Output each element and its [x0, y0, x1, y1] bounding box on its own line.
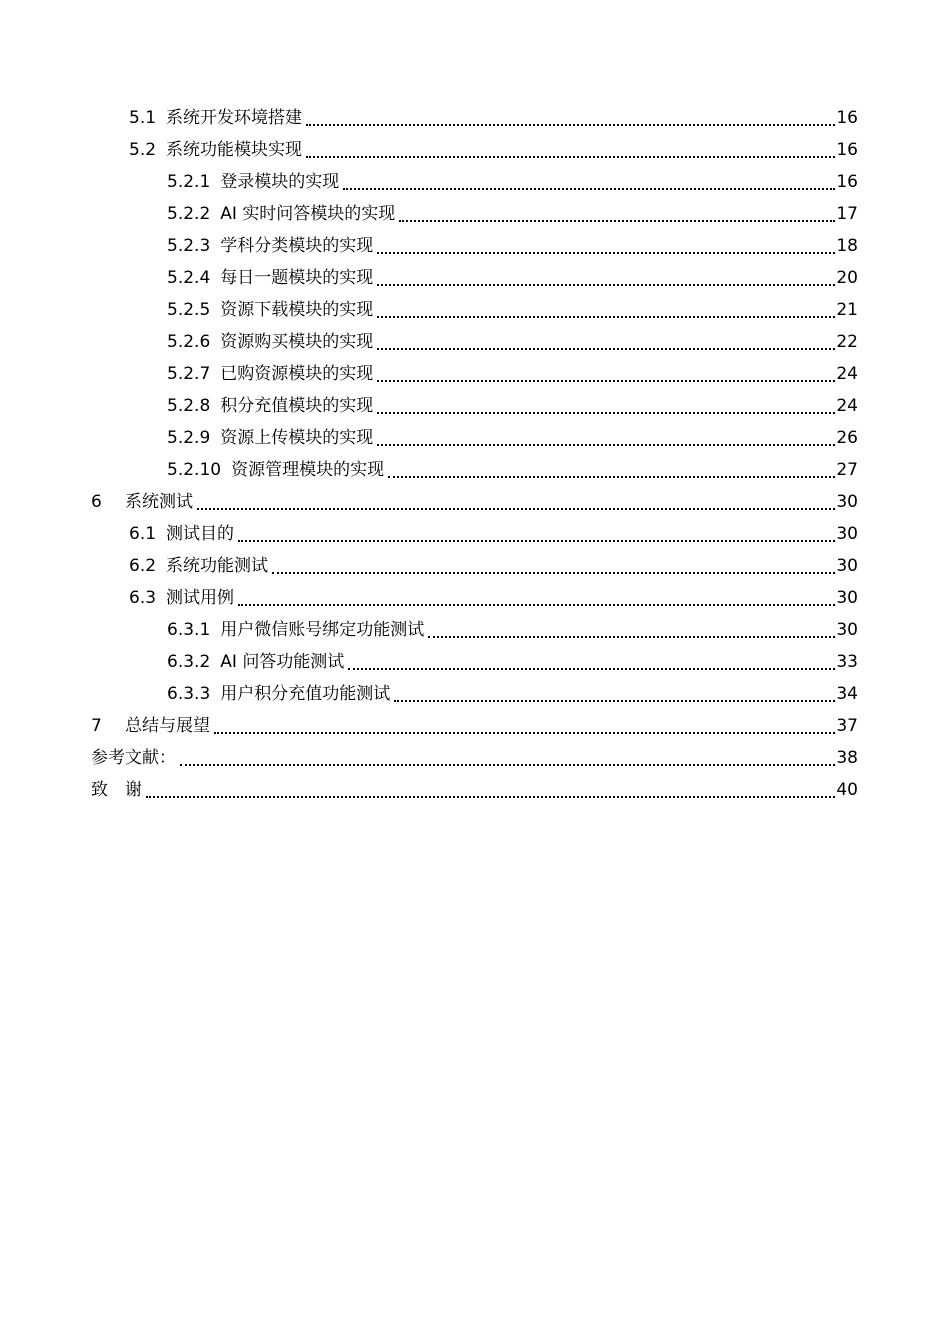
toc-entry[interactable]: [129, 134, 858, 166]
toc-entry-title: 参考文献：: [91, 748, 176, 768]
toc-entry-title: 测试目的: [166, 524, 235, 544]
toc-entry[interactable]: [167, 230, 858, 262]
toc-entry-label: [167, 422, 375, 454]
dot-leader: [270, 550, 835, 582]
dot-leader: [304, 102, 835, 134]
toc-entry-label: [129, 134, 304, 166]
toc-entry-number: 6: [91, 492, 102, 512]
toc-entry-label: [129, 550, 270, 582]
dot-leader: [386, 454, 835, 486]
dot-leader: [397, 198, 835, 230]
dot-leader: [236, 582, 835, 614]
toc-entry[interactable]: [167, 198, 858, 230]
toc-entry-page-number: 26: [836, 428, 858, 448]
toc-entry-number: 5.1: [129, 108, 157, 128]
toc-entry-title: 系统功能测试: [166, 556, 269, 576]
toc-entry-page-number: 17: [836, 204, 858, 224]
toc-entry[interactable]: [129, 582, 858, 614]
toc-entry-number: 6.2: [129, 556, 157, 576]
toc-entry-number: 6.1: [129, 524, 157, 544]
toc-entry-label: [129, 582, 236, 614]
toc-entry-title: 致 谢: [91, 780, 142, 800]
toc-entry-page-number: 27: [836, 460, 858, 480]
dot-leader: [178, 742, 835, 774]
toc-entry-page-number: 30: [836, 588, 858, 608]
toc-entry-number: 5.2.7: [167, 364, 211, 384]
toc-entry-page-number: 30: [836, 556, 858, 576]
toc-entry-label: [167, 358, 375, 390]
dot-leader: [144, 774, 835, 806]
toc-entry-label: [167, 454, 386, 486]
dot-leader: [375, 294, 835, 326]
toc-entry-number: 7: [91, 716, 102, 736]
toc-entry[interactable]: [167, 614, 858, 646]
toc-entry[interactable]: [167, 454, 858, 486]
toc-entry-label: [167, 326, 375, 358]
toc-entry[interactable]: [167, 262, 858, 294]
toc-entry-number: 5.2.1: [167, 172, 211, 192]
toc-entry-title: 系统测试: [125, 492, 193, 512]
toc-entry-title: 每日一题模块的实现: [220, 268, 374, 288]
dot-leader: [195, 486, 835, 518]
toc-entry-label: [91, 774, 144, 806]
toc-entry-page-number: 18: [836, 236, 858, 256]
toc-entry[interactable]: [167, 166, 858, 198]
toc-entry[interactable]: [167, 326, 858, 358]
toc-entry-page-number: 38: [836, 748, 858, 768]
toc-entry-title: 资源上传模块的实现: [220, 428, 374, 448]
toc-entry-title: 已购资源模块的实现: [220, 364, 374, 384]
toc-entry-title: 测试用例: [166, 588, 235, 608]
toc-entry-number: 5.2.5: [167, 300, 211, 320]
dot-leader: [392, 678, 835, 710]
toc-entry-title: 系统开发环境搭建: [166, 108, 303, 128]
toc-entry-page-number: 30: [836, 524, 858, 544]
toc-entry[interactable]: [167, 390, 858, 422]
toc-entry-label: [167, 262, 375, 294]
toc-entry-label: [167, 166, 341, 198]
toc-entry-page-number: 40: [836, 780, 858, 800]
toc-entry-number: 5.2.4: [167, 268, 211, 288]
toc-entry-number: 5.2.6: [167, 332, 211, 352]
toc-entry-page-number: 16: [836, 108, 858, 128]
toc-entry-title: 资源购买模块的实现: [220, 332, 374, 352]
toc-entry-label: [167, 390, 375, 422]
toc-entry-title: AI 实时问答模块的实现: [220, 204, 396, 224]
dot-leader: [236, 518, 835, 550]
toc-entry[interactable]: [167, 422, 858, 454]
toc-entry-number: 6.3: [129, 588, 157, 608]
toc-entry-page-number: 30: [836, 492, 858, 512]
toc-entry-title: 学科分类模块的实现: [220, 236, 374, 256]
toc-entry-number: 5.2.8: [167, 396, 211, 416]
toc-entry[interactable]: [167, 294, 858, 326]
toc-entry-title: 积分充值模块的实现: [220, 396, 374, 416]
toc-entry-page-number: 21: [836, 300, 858, 320]
dot-leader: [375, 262, 835, 294]
dot-leader: [212, 710, 835, 742]
toc-entry[interactable]: [91, 486, 858, 518]
toc-entry-number: 5.2.9: [167, 428, 211, 448]
toc-entry-label: [167, 678, 392, 710]
dot-leader: [346, 646, 835, 678]
toc-entry[interactable]: [129, 550, 858, 582]
toc-entry[interactable]: [129, 102, 858, 134]
dot-leader: [375, 358, 835, 390]
toc-entry-label: [167, 198, 397, 230]
toc-entry-title: 资源管理模块的实现: [231, 460, 385, 480]
toc-entry-page-number: 34: [836, 684, 858, 704]
toc-entry-label: [129, 518, 236, 550]
toc-entry[interactable]: [91, 774, 858, 806]
toc-entry[interactable]: [91, 742, 858, 774]
toc-entry-page-number: 24: [836, 396, 858, 416]
toc-entry-title: 资源下载模块的实现: [220, 300, 374, 320]
toc-entry-number: 5.2: [129, 140, 157, 160]
toc-entry-title: AI 问答功能测试: [220, 652, 345, 672]
dot-leader: [426, 614, 835, 646]
toc-entry-title: 登录模块的实现: [220, 172, 340, 192]
toc-entry-number: 6.3.1: [167, 620, 211, 640]
dot-leader: [304, 134, 835, 166]
toc-entry-number: 6.3.3: [167, 684, 211, 704]
toc-entry-page-number: 33: [836, 652, 858, 672]
dot-leader: [375, 230, 835, 262]
dot-leader: [375, 422, 835, 454]
dot-leader: [341, 166, 835, 198]
toc-entry-number: 5.2.2: [167, 204, 211, 224]
toc-entry-title: 用户积分充值功能测试: [220, 684, 391, 704]
toc-entry-label: [91, 710, 212, 742]
toc-entry-label: [167, 230, 375, 262]
toc-entry-page-number: 37: [836, 716, 858, 736]
toc-entry-page-number: 16: [836, 140, 858, 160]
toc-entry-title: 系统功能模块实现: [166, 140, 303, 160]
toc-entry[interactable]: [167, 646, 858, 678]
toc-entry-page-number: 20: [836, 268, 858, 288]
table-of-contents: [0, 102, 950, 806]
toc-entry-page-number: 16: [836, 172, 858, 192]
toc-entry-label: [129, 102, 304, 134]
toc-entry[interactable]: [167, 678, 858, 710]
dot-leader: [375, 326, 835, 358]
toc-entry-page-number: 30: [836, 620, 858, 640]
toc-entry[interactable]: [129, 518, 858, 550]
toc-entry-title: 用户微信账号绑定功能测试: [220, 620, 425, 640]
toc-entry-page-number: 22: [836, 332, 858, 352]
toc-entry-label: [91, 742, 178, 774]
toc-entry-page-number: 24: [836, 364, 858, 384]
dot-leader: [375, 390, 835, 422]
toc-entry-label: [167, 294, 375, 326]
toc-entry[interactable]: [167, 358, 858, 390]
toc-entry-title: 总结与展望: [125, 716, 210, 736]
toc-entry-label: [167, 614, 426, 646]
toc-entry-number: 5.2.3: [167, 236, 211, 256]
toc-entry-number: 5.2.10: [167, 460, 222, 480]
toc-entry-label: [91, 486, 195, 518]
toc-entry[interactable]: [91, 710, 858, 742]
toc-entry-label: [167, 646, 346, 678]
toc-entry-number: 6.3.2: [167, 652, 211, 672]
